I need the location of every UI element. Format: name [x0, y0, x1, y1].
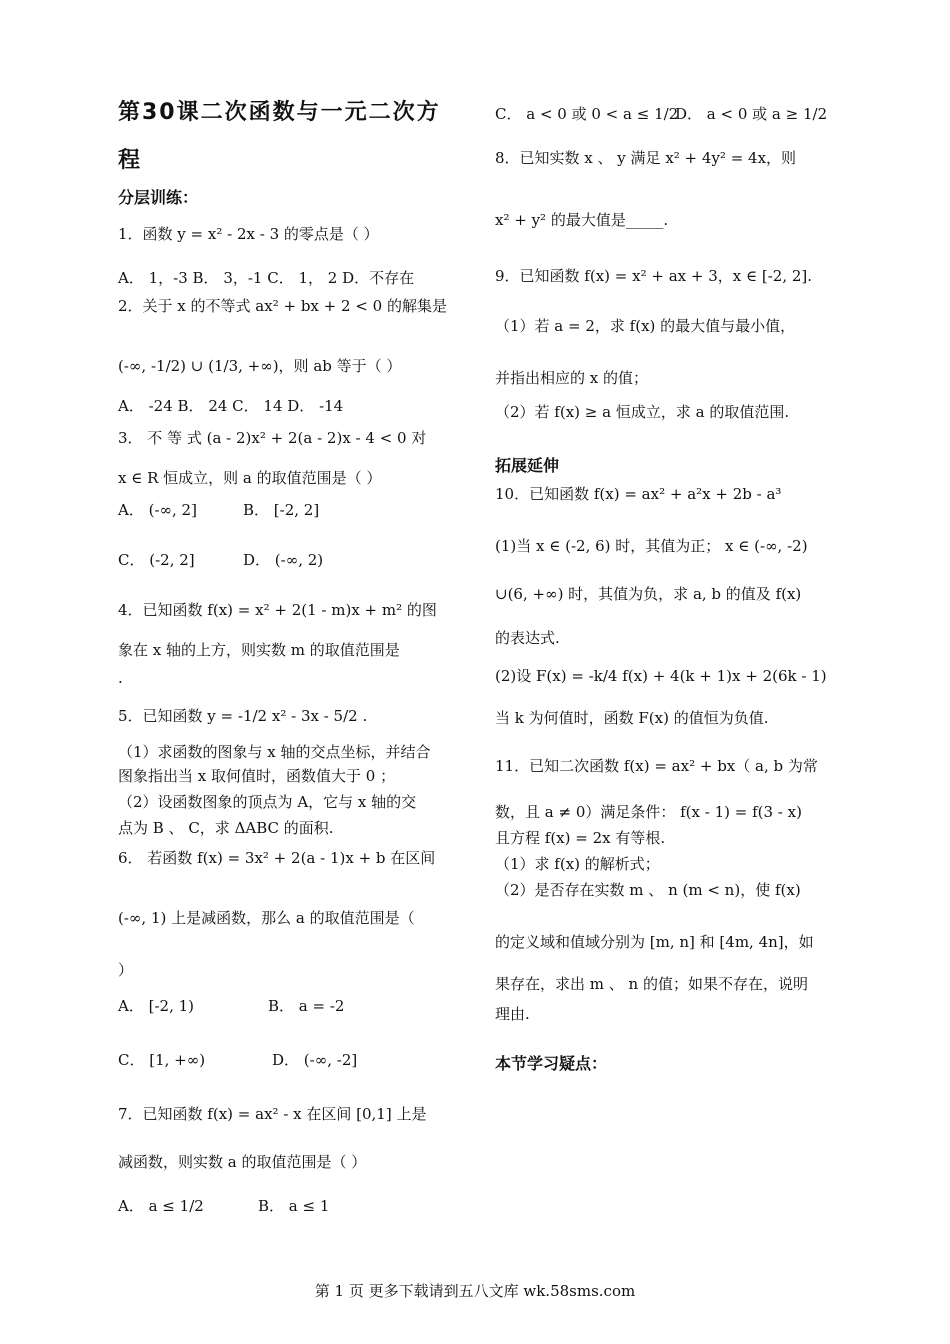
q6-option-b: B． a = -2: [268, 997, 345, 1015]
q3-stem: 3． 不 等 式 (a - 2)x² + 2(a - 2)x - 4 < 0 对: [118, 429, 427, 447]
q6-option-c: C． [1, +∞): [118, 1051, 206, 1069]
q4-stem: 4．已知函数 f(x) = x² + 2(1 - m)x + m² 的图: [118, 601, 437, 619]
q9-part1-line1: （1）若 a = 2，求 f(x) 的最大值与最小值，: [495, 317, 796, 335]
q10-part2-line2: 当 k 为何值时，函数 F(x) 的值恒为负值.: [495, 709, 769, 727]
q3-option-a: A． (-∞, 2]: [118, 501, 197, 519]
q10-stem: 10．已知函数 f(x) = ax² + a²x + 2b - a³: [495, 485, 782, 503]
q11-root: 且方程 f(x) = 2x 有等根.: [495, 829, 666, 847]
q11-stem: 11．已知二次函数 f(x) = ax² + bx（ a, b 为常: [495, 757, 818, 775]
q6-option-a: A． [-2, 1): [118, 997, 194, 1015]
q3-option-c: C． (-2, 2]: [118, 551, 195, 569]
q9-part1-line2: 并指出相应的 x 的值；: [495, 369, 648, 387]
q4-end: .: [118, 669, 123, 687]
q7-option-b: B． a ≤ 1: [258, 1197, 330, 1215]
q9-stem: 9．已知函数 f(x) = x² + ax + 3，x ∈ [-2, 2].: [495, 267, 813, 285]
q5-part1-line1: （1）求函数的图象与 x 轴的交点坐标，并结合: [118, 743, 431, 761]
q7-option-a: A． a ≤ 1/2: [118, 1197, 204, 1215]
q6-close: ）: [118, 961, 134, 979]
q10-part2-line1: (2)设 F(x) = -k/4 f(x) + 4(k + 1)x + 2(6k - 1): [495, 667, 827, 685]
q6-cont: (-∞, 1) 上是减函数，那么 a 的取值范围是（: [118, 909, 415, 927]
q11-part1: （1）求 f(x) 的解析式；: [495, 855, 660, 873]
q11-part2-line2: 的定义域和值域分别为 [m, n] 和 [4m, 4n]，如: [495, 933, 814, 951]
q8-stem: 8．已知实数 x 、 y 满足 x² + 4y² = 4x，则: [495, 149, 797, 167]
q11-part2-line1: （2）是否存在实数 m 、 n (m < n)，使 f(x): [495, 881, 801, 899]
q3-cont: x ∈ R 恒成立，则 a 的取值范围是（ ）: [118, 469, 382, 487]
q7-stem: 7．已知函数 f(x) = ax² - x 在区间 [0,1] 上是: [118, 1105, 427, 1123]
q6-stem: 6． 若函数 f(x) = 3x² + 2(a - 1)x + b 在区间: [118, 849, 436, 867]
q2-stem: 2．关于 x 的不等式 ax² + bx + 2 < 0 的解集是: [118, 297, 447, 315]
q3-option-d: D． (-∞, 2): [243, 551, 324, 569]
q10-part1-line2: ∪(6, +∞) 时，其值为负，求 a, b 的值及 f(x): [495, 585, 802, 603]
q2-solution-set: (-∞, -1/2) ∪ (1/3, +∞)，则 ab 等于（ ）: [118, 357, 402, 375]
q5-stem: 5．已知函数 y = -1/2 x² - 3x - 5/2 .: [118, 707, 368, 725]
q10-part1-line3: 的表达式.: [495, 629, 560, 647]
q2-options: A． -24 B． 24 C． 14 D． -14: [118, 397, 344, 415]
q7-option-c: C． a < 0 或 0 < a ≤ 1/2: [495, 105, 679, 123]
q11-part2-line3: 果存在，求出 m 、 n 的值；如果不存在，说明: [495, 975, 808, 993]
q10-part1-line1: (1)当 x ∈ (-2, 6) 时，其值为正； x ∈ (-∞, -2): [495, 537, 808, 555]
doubts-heading: 本节学习疑点：: [495, 1054, 608, 1073]
q6-option-d: D． (-∞, -2]: [272, 1051, 358, 1069]
q11-part2-line4: 理由.: [495, 1005, 530, 1023]
q8-cont: x² + y² 的最大值是_____.: [495, 211, 669, 229]
q3-option-b: B． [-2, 2]: [243, 501, 320, 519]
extension-heading: 拓展延伸: [495, 456, 560, 475]
section-heading-layered: 分层训练：: [118, 188, 199, 207]
q5-part2-line2: 点为 B 、 C，求 ΔABC 的面积.: [118, 819, 334, 837]
lesson-title-cont: 程: [118, 148, 143, 173]
q1-options: A． 1，-3 B． 3，-1 C． 1， 2 D．不存在: [118, 269, 415, 287]
q7-cont: 减函数，则实数 a 的取值范围是（ ）: [118, 1153, 367, 1171]
q5-part2-line1: （2）设函数图象的顶点为 A，它与 x 轴的交: [118, 793, 417, 811]
q7-option-d: D． a < 0 或 a ≥ 1/2: [675, 105, 828, 123]
q9-part2: （2）若 f(x) ≥ a 恒成立，求 a 的取值范围.: [495, 403, 790, 421]
lesson-title: 第30课二次函数与一元二次方: [118, 100, 441, 125]
q11-condition: 数，且 a ≠ 0）满足条件： f(x - 1) = f(3 - x): [495, 803, 802, 821]
q1-stem: 1．函数 y = x² - 2x - 3 的零点是（ ）: [118, 225, 379, 243]
q4-cont: 象在 x 轴的上方，则实数 m 的取值范围是: [118, 641, 400, 659]
page-footer: 第 1 页 更多下载请到五八文库 wk.58sms.com: [314, 1282, 636, 1300]
q5-part1-line2: 图象指出当 x 取何值时，函数值大于 0 ；: [118, 767, 396, 785]
